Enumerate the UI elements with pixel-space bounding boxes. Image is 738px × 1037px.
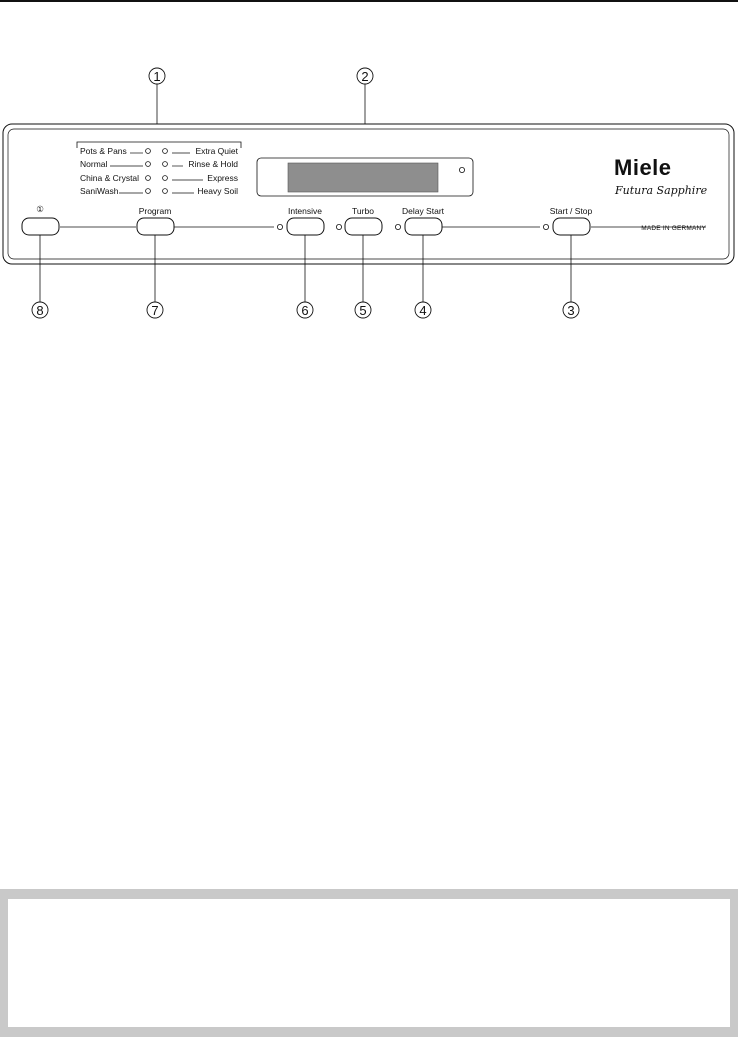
note-box-content — [8, 899, 730, 1027]
svg-text:8: 8 — [36, 303, 44, 318]
made-in-label: MADE IN GERMANY — [641, 225, 706, 232]
delay-start-label: Delay Start — [401, 206, 445, 216]
svg-text:1: 1 — [153, 69, 161, 84]
svg-text:6: 6 — [301, 303, 309, 318]
label-heavy-soil: Heavy Soil — [197, 186, 238, 196]
svg-text:4: 4 — [419, 303, 427, 318]
intensive-button[interactable] — [287, 218, 324, 235]
brand-logo: Miele — [614, 155, 672, 180]
callout-4 — [415, 302, 431, 318]
intensive-label: Intensive — [287, 206, 323, 216]
control-panel-diagram — [0, 0, 738, 340]
svg-text:7: 7 — [151, 303, 159, 318]
model-name: Futura Sapphire — [615, 184, 708, 197]
power-button[interactable] — [22, 218, 59, 235]
display-indicator — [459, 167, 464, 172]
program-label: Program — [138, 206, 172, 216]
program-button[interactable] — [137, 218, 174, 235]
label-normal: Normal — [80, 159, 108, 169]
callout-8 — [32, 302, 48, 318]
svg-text:5: 5 — [359, 303, 367, 318]
label-express: Express — [207, 173, 238, 183]
label-rinse-hold: Rinse & Hold — [188, 159, 238, 169]
svg-text:3: 3 — [567, 303, 575, 318]
delay-start-button[interactable] — [405, 218, 442, 235]
intensive-led — [277, 224, 282, 229]
label-saniwash: SaniWash — [80, 186, 119, 196]
callout-5 — [355, 302, 371, 318]
label-pots-pans: Pots & Pans — [80, 146, 127, 156]
delay-start-led — [395, 224, 400, 229]
callout-3 — [563, 302, 579, 318]
turbo-led — [336, 224, 341, 229]
note-box — [0, 889, 738, 1037]
label-extra-quiet: Extra Quiet — [195, 146, 238, 156]
callout-6 — [297, 302, 313, 318]
turbo-label: Turbo — [352, 206, 374, 216]
start-stop-label: Start / Stop — [549, 206, 593, 216]
svg-text:2: 2 — [361, 69, 369, 84]
start-stop-led — [543, 224, 548, 229]
power-symbol-label: ① — [36, 204, 44, 214]
start-stop-button[interactable] — [553, 218, 590, 235]
callout-7 — [147, 302, 163, 318]
turbo-button[interactable] — [345, 218, 382, 235]
label-china-crystal: China & Crystal — [80, 173, 140, 183]
display-screen — [288, 163, 438, 192]
